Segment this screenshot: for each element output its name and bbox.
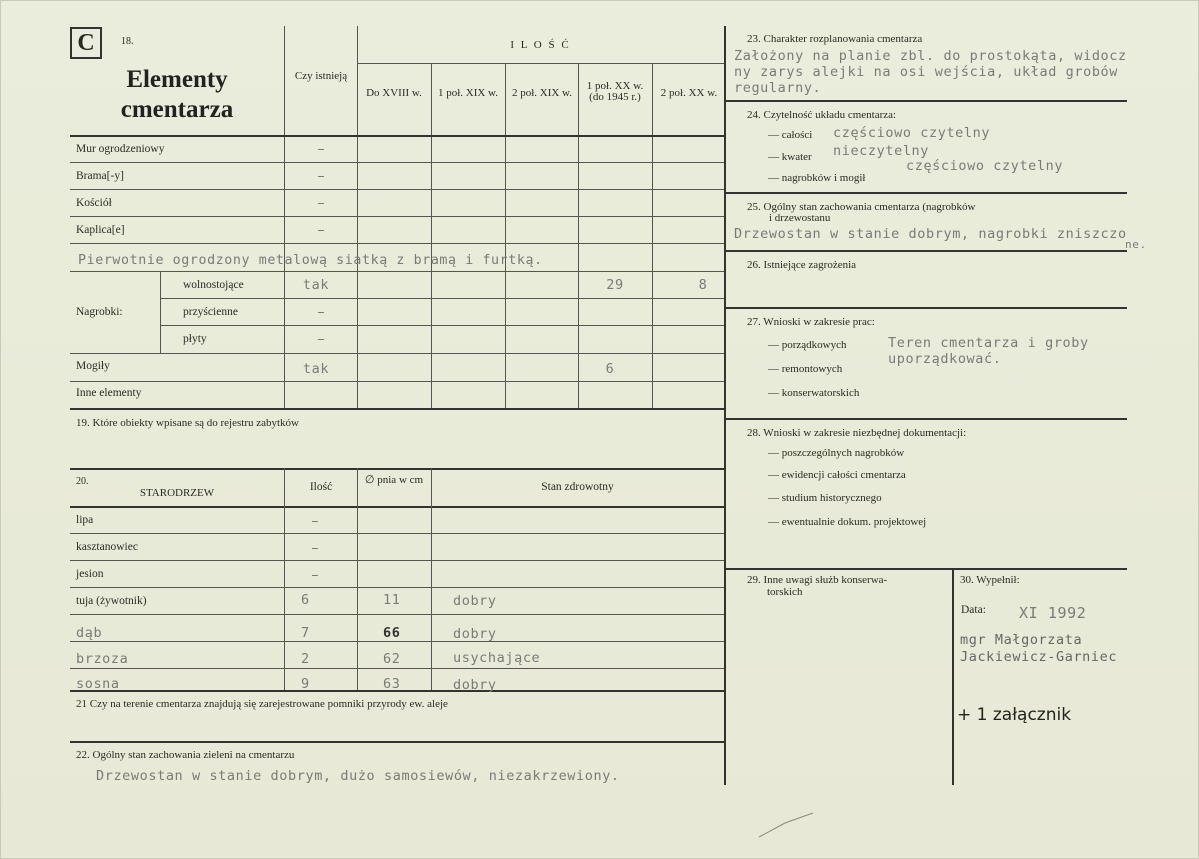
q28-item-1: — poszczególnych nagrobków (768, 447, 905, 459)
pencil-mark-icon (757, 809, 817, 839)
q22-value: Drzewostan w stanie dobrym, dużo samosiewów, niezakrzewiony. (96, 768, 620, 784)
tree-name: kasztanowiec (76, 541, 138, 553)
tree-row-line (70, 560, 724, 561)
row-exists-wall: – (318, 143, 324, 155)
tree-dia-col (357, 468, 358, 690)
period-sep-3 (578, 63, 579, 408)
q29-q30-divider (952, 568, 954, 785)
row-line (160, 325, 724, 326)
tree-name: jesion (76, 568, 104, 580)
q21-label: 21 Czy na terenie cmentarza znajdują się zarejestrowane pomniki przyrody ew. aleje (76, 698, 448, 710)
period-4-header: 1 poł. XX w. (do 1945 r.) (586, 80, 644, 103)
q30-name-line-2: Jackiewicz-Garniec (960, 649, 1118, 665)
q24-graves-label: — nagrobków i mogił (768, 172, 866, 184)
nagrobki-freestanding-exists: tak (302, 277, 330, 293)
q26-label: 26. Istniejące zagrożenia (747, 259, 857, 271)
nagrobki-freestanding-p4: 29 (606, 277, 624, 293)
q30-handwritten-note: + 1 załącznik (957, 705, 1072, 725)
tree-row-line (70, 614, 724, 615)
section-letter-box: C (70, 27, 102, 59)
q24-quarters-label: — kwater (768, 151, 812, 163)
q28-item-4: — ewentualnie dokum. projektowej (768, 516, 927, 528)
q27-bottom-line (724, 418, 1127, 420)
nagrobki-wall-exists: – (318, 306, 324, 318)
amount-col-left (357, 26, 358, 408)
q27-repair-label: — remontowych (768, 363, 843, 375)
tree-count: – (312, 569, 318, 581)
q28-item-3: — studium historycznego (768, 492, 882, 504)
tree-diameter: 66 (383, 625, 401, 641)
q27-cleanup-label: — porządkowych (768, 339, 847, 351)
q29-label-1: 29. Inne uwagi służb konserwa- (747, 574, 888, 586)
nagrobki-slabs-exists: – (318, 333, 324, 345)
section-title (97, 65, 257, 125)
q19-label: 19. Które obiekty wpisane są do rejestru zabytków (76, 417, 299, 429)
period-sep-2 (505, 63, 506, 408)
tree-count: 6 (301, 592, 310, 608)
tree-count: – (312, 542, 318, 554)
q23-label: 23. Charakter rozplanowania cmentarza (747, 33, 923, 45)
tree-name: sosna (76, 676, 120, 692)
tree-diameter: 11 (383, 592, 401, 608)
tree-health: dobry (453, 593, 497, 609)
trees-top-line (70, 468, 724, 470)
amount-header: I L O Ś Ć (510, 39, 571, 51)
q25-label-1: 25. Ogólny stan zachowania cmentarza (nagrobków (747, 201, 976, 213)
q27-value-1: Teren cmentarza i groby (888, 335, 1089, 351)
q24-whole-value: częściowo czytelny (833, 125, 991, 141)
q28-label: 28. Wnioski w zakresie niezbędnej dokumentacji: (747, 427, 967, 439)
q30-date-label: Data: (961, 604, 986, 616)
q25-label-2: i drzewostanu (769, 212, 831, 224)
period-sep-1 (431, 63, 432, 408)
tree-count: 7 (301, 625, 310, 641)
tree-health-col (431, 468, 432, 690)
q25-value: Drzewostan w stanie dobrym, nagrobki zniszczo (734, 226, 1127, 242)
title-line-1: Elementy (126, 66, 228, 93)
field-number: 18. (121, 36, 134, 47)
q27-conservation-label: — konserwatorskich (768, 387, 860, 399)
q24-bottom-line (724, 192, 1127, 194)
q25-bottom-line (724, 250, 1127, 252)
tree-count: – (312, 515, 318, 527)
mogily-p4: 6 (605, 361, 615, 377)
q26-bottom-line (724, 307, 1127, 309)
trees-health-header: Stan zdrowotny (541, 481, 614, 493)
q29-label-2: torskich (767, 586, 803, 598)
tree-name: tuja (żywotnik) (76, 595, 147, 607)
tree-health: dobry (453, 677, 497, 693)
nagrobki-freestanding-label: wolnostojące (183, 279, 244, 291)
elements-bottom-line (70, 408, 724, 410)
q24-graves-value: częściowo czytelny (906, 158, 1064, 174)
mogily-label: Mogiły (76, 360, 110, 372)
q28-item-2: — ewidencji całości cmentarza (768, 469, 906, 481)
tree-row-line (70, 641, 724, 642)
row-line (70, 216, 724, 217)
q20-number: 20. (76, 476, 89, 487)
q27-label: 27. Wnioski w zakresie prac: (747, 316, 875, 328)
exists-col-header: Czy istnieją (294, 70, 348, 82)
row-line (70, 189, 724, 190)
tree-diameter: 62 (383, 651, 401, 667)
nagrobki-wall-label: przyścienne (183, 306, 238, 318)
row-line (160, 298, 724, 299)
row-line (70, 381, 724, 382)
mogily-exists: tak (302, 361, 330, 377)
other-elements-label: Inne elementy (76, 387, 142, 399)
q25-value-2: ne. (1125, 238, 1147, 251)
period-3-header: 2 poł. XIX w. (511, 87, 573, 99)
nagrobki-slabs-label: płyty (183, 333, 207, 345)
tree-row-line (70, 533, 724, 534)
row-label-gate: Brama[-y] (76, 170, 124, 182)
nagrobki-sep (160, 271, 161, 353)
q21-bottom-line (70, 741, 724, 743)
nagrobki-label: Nagrobki: (76, 306, 123, 318)
tree-row-line (70, 668, 724, 669)
typed-fence-note: Pierwotnie ogrodzony metalową siatką z bramą i furtką. (78, 253, 543, 268)
exists-col-left (284, 26, 285, 408)
period-1-header: Do XVIII w. (366, 87, 422, 99)
q24-whole-label: — całości (768, 129, 813, 141)
tree-count: 9 (301, 676, 310, 692)
q28-bottom-line (724, 568, 1127, 570)
trees-header-line (70, 506, 724, 508)
trees-title: STARODRZEW (139, 487, 215, 499)
row-line (70, 353, 724, 354)
tree-diameter: 63 (383, 676, 401, 692)
q24-quarters-value: nieczytelny (833, 143, 930, 159)
amount-header-line (357, 63, 724, 64)
header-bottom-line (70, 135, 724, 137)
q22-label: 22. Ogólny stan zachowania zieleni na cmentarzu (76, 749, 295, 761)
q23-line-1: Założony na planie zbl. do prostokąta, widocz (734, 48, 1127, 64)
tree-row-line (70, 587, 724, 588)
tree-health: usychające (453, 650, 541, 666)
row-line (70, 162, 724, 163)
nagrobki-freestanding-p5: 8 (698, 277, 708, 293)
q30-name-line-1: mgr Małgorzata (960, 632, 1083, 648)
row-exists-church: – (318, 197, 324, 209)
period-2-header: 1 poł. XIX w. (437, 87, 499, 99)
tree-name: brzoza (76, 651, 129, 667)
row-exists-gate: – (318, 170, 324, 182)
q30-label: 30. Wypełnił: (960, 574, 1020, 586)
row-line (70, 243, 724, 244)
tree-name: lipa (76, 514, 94, 526)
row-exists-chapel: – (318, 224, 324, 236)
row-line (70, 271, 724, 272)
trees-count-header: Ilość (309, 481, 333, 493)
left-divider (724, 26, 726, 785)
q23-line-2: ny zarys alejki na osi wejścia, układ grobów (734, 64, 1119, 80)
tree-health: dobry (453, 626, 497, 642)
trees-dia-header: ∅ pnia w cm (364, 474, 424, 486)
title-line-2: cmentarza (120, 96, 234, 123)
q24-label: 24. Czytelność układu cmentarza: (747, 109, 897, 121)
row-label-church: Kościół (76, 197, 112, 209)
tree-count: 2 (301, 651, 310, 667)
q23-bottom-line (724, 100, 1127, 102)
tree-name: dąb (76, 625, 103, 641)
period-5-header: 2 poł. XX w. (660, 87, 718, 99)
row-label-chapel: Kaplica[e] (76, 224, 125, 236)
q30-date-value: XI 1992 (1019, 604, 1087, 622)
q23-line-3: regularny. (734, 80, 822, 96)
q27-value-2: uporządkować. (888, 351, 1002, 367)
period-sep-4 (652, 63, 653, 408)
row-label-wall: Mur ogrodzeniowy (76, 143, 165, 155)
